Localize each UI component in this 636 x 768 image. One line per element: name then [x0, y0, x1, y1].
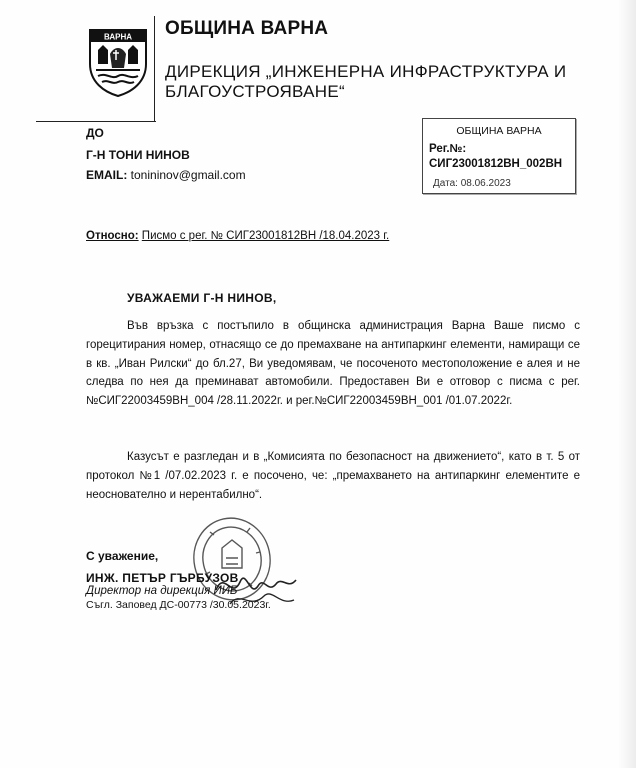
registration-number-label: Рег.№: — [429, 143, 467, 155]
page-edge-shadow — [618, 0, 636, 768]
header-vertical-rule — [154, 16, 155, 122]
signer-position: Директор на дирекция ИИБ — [86, 585, 238, 597]
recipient-email: toninіnov@gmail.com — [130, 168, 246, 182]
registration-box-title: ОБЩИНА ВАРНА — [456, 125, 542, 137]
svg-text:ВАРНА: ВАРНА — [103, 32, 133, 42]
signer-name: ИНЖ. ПЕТЪР ГЪРБУЗОВ — [86, 571, 239, 585]
closing-regards: С уважение, — [86, 549, 159, 563]
varna-coat-of-arms-logo — [86, 24, 150, 98]
authorization-order: Съгл. Заповед ДС-00773 /30.05.2023г. — [86, 599, 271, 611]
registration-number: СИГ23001812ВН_002ВН — [429, 158, 563, 170]
header-horizontal-rule — [36, 121, 156, 122]
body-paragraph-2: Казусът е разгледан и в „Комисията по безопасност на движението“, като в т. 5 от протокол №1 /07.02.2023 г. е посочено, че: „премахването на антипаркинг елементите е неоснователно и нерентабилно“. — [86, 451, 580, 501]
municipality-title: ОБЩИНА ВАРНА — [165, 18, 329, 39]
registration-date: Дата: 08.06.2023 — [433, 178, 511, 189]
subject-line — [86, 230, 389, 242]
to-label: ДО — [86, 126, 104, 140]
subject-text: Писмо с рег. № СИГ23001812ВН /18.04.2023 г. — [141, 230, 390, 242]
recipient-email-line — [86, 168, 246, 182]
email-label: EMAIL: — [86, 168, 128, 182]
registration-box — [422, 118, 576, 194]
directorate-title-line-1: ДИРЕКЦИЯ „ИНЖЕНЕРНА ИНФРАСТРУКТУРА И — [165, 62, 567, 81]
recipient-name: Г-Н ТОНИ НИНОВ — [86, 148, 190, 162]
directorate-title-line-2: БЛАГОУСТРОЯВАНЕ“ — [165, 82, 345, 101]
salutation: УВАЖАЕМИ Г-Н НИНОВ, — [127, 291, 277, 305]
body-paragraph-1: Във връзка с постъпило в общинска администрация Варна Ваше писмо с горецитирания номер, отнасящо се до премахване на антипаркинг елементи, намиращи се в кв. „Иван Рилски“ до бл.27, Ви уведомявам, че посоченото местоположение е алея и не следва по нея да преминават автомобили. Предоставен Ви е отговор с писма с рег.№СИГ22003459ВН_004 /28.11.2022г. и рег.№СИГ22003459ВН_001 /01.07.2022г. — [86, 320, 580, 408]
subject-label: Относно: — [86, 230, 139, 242]
